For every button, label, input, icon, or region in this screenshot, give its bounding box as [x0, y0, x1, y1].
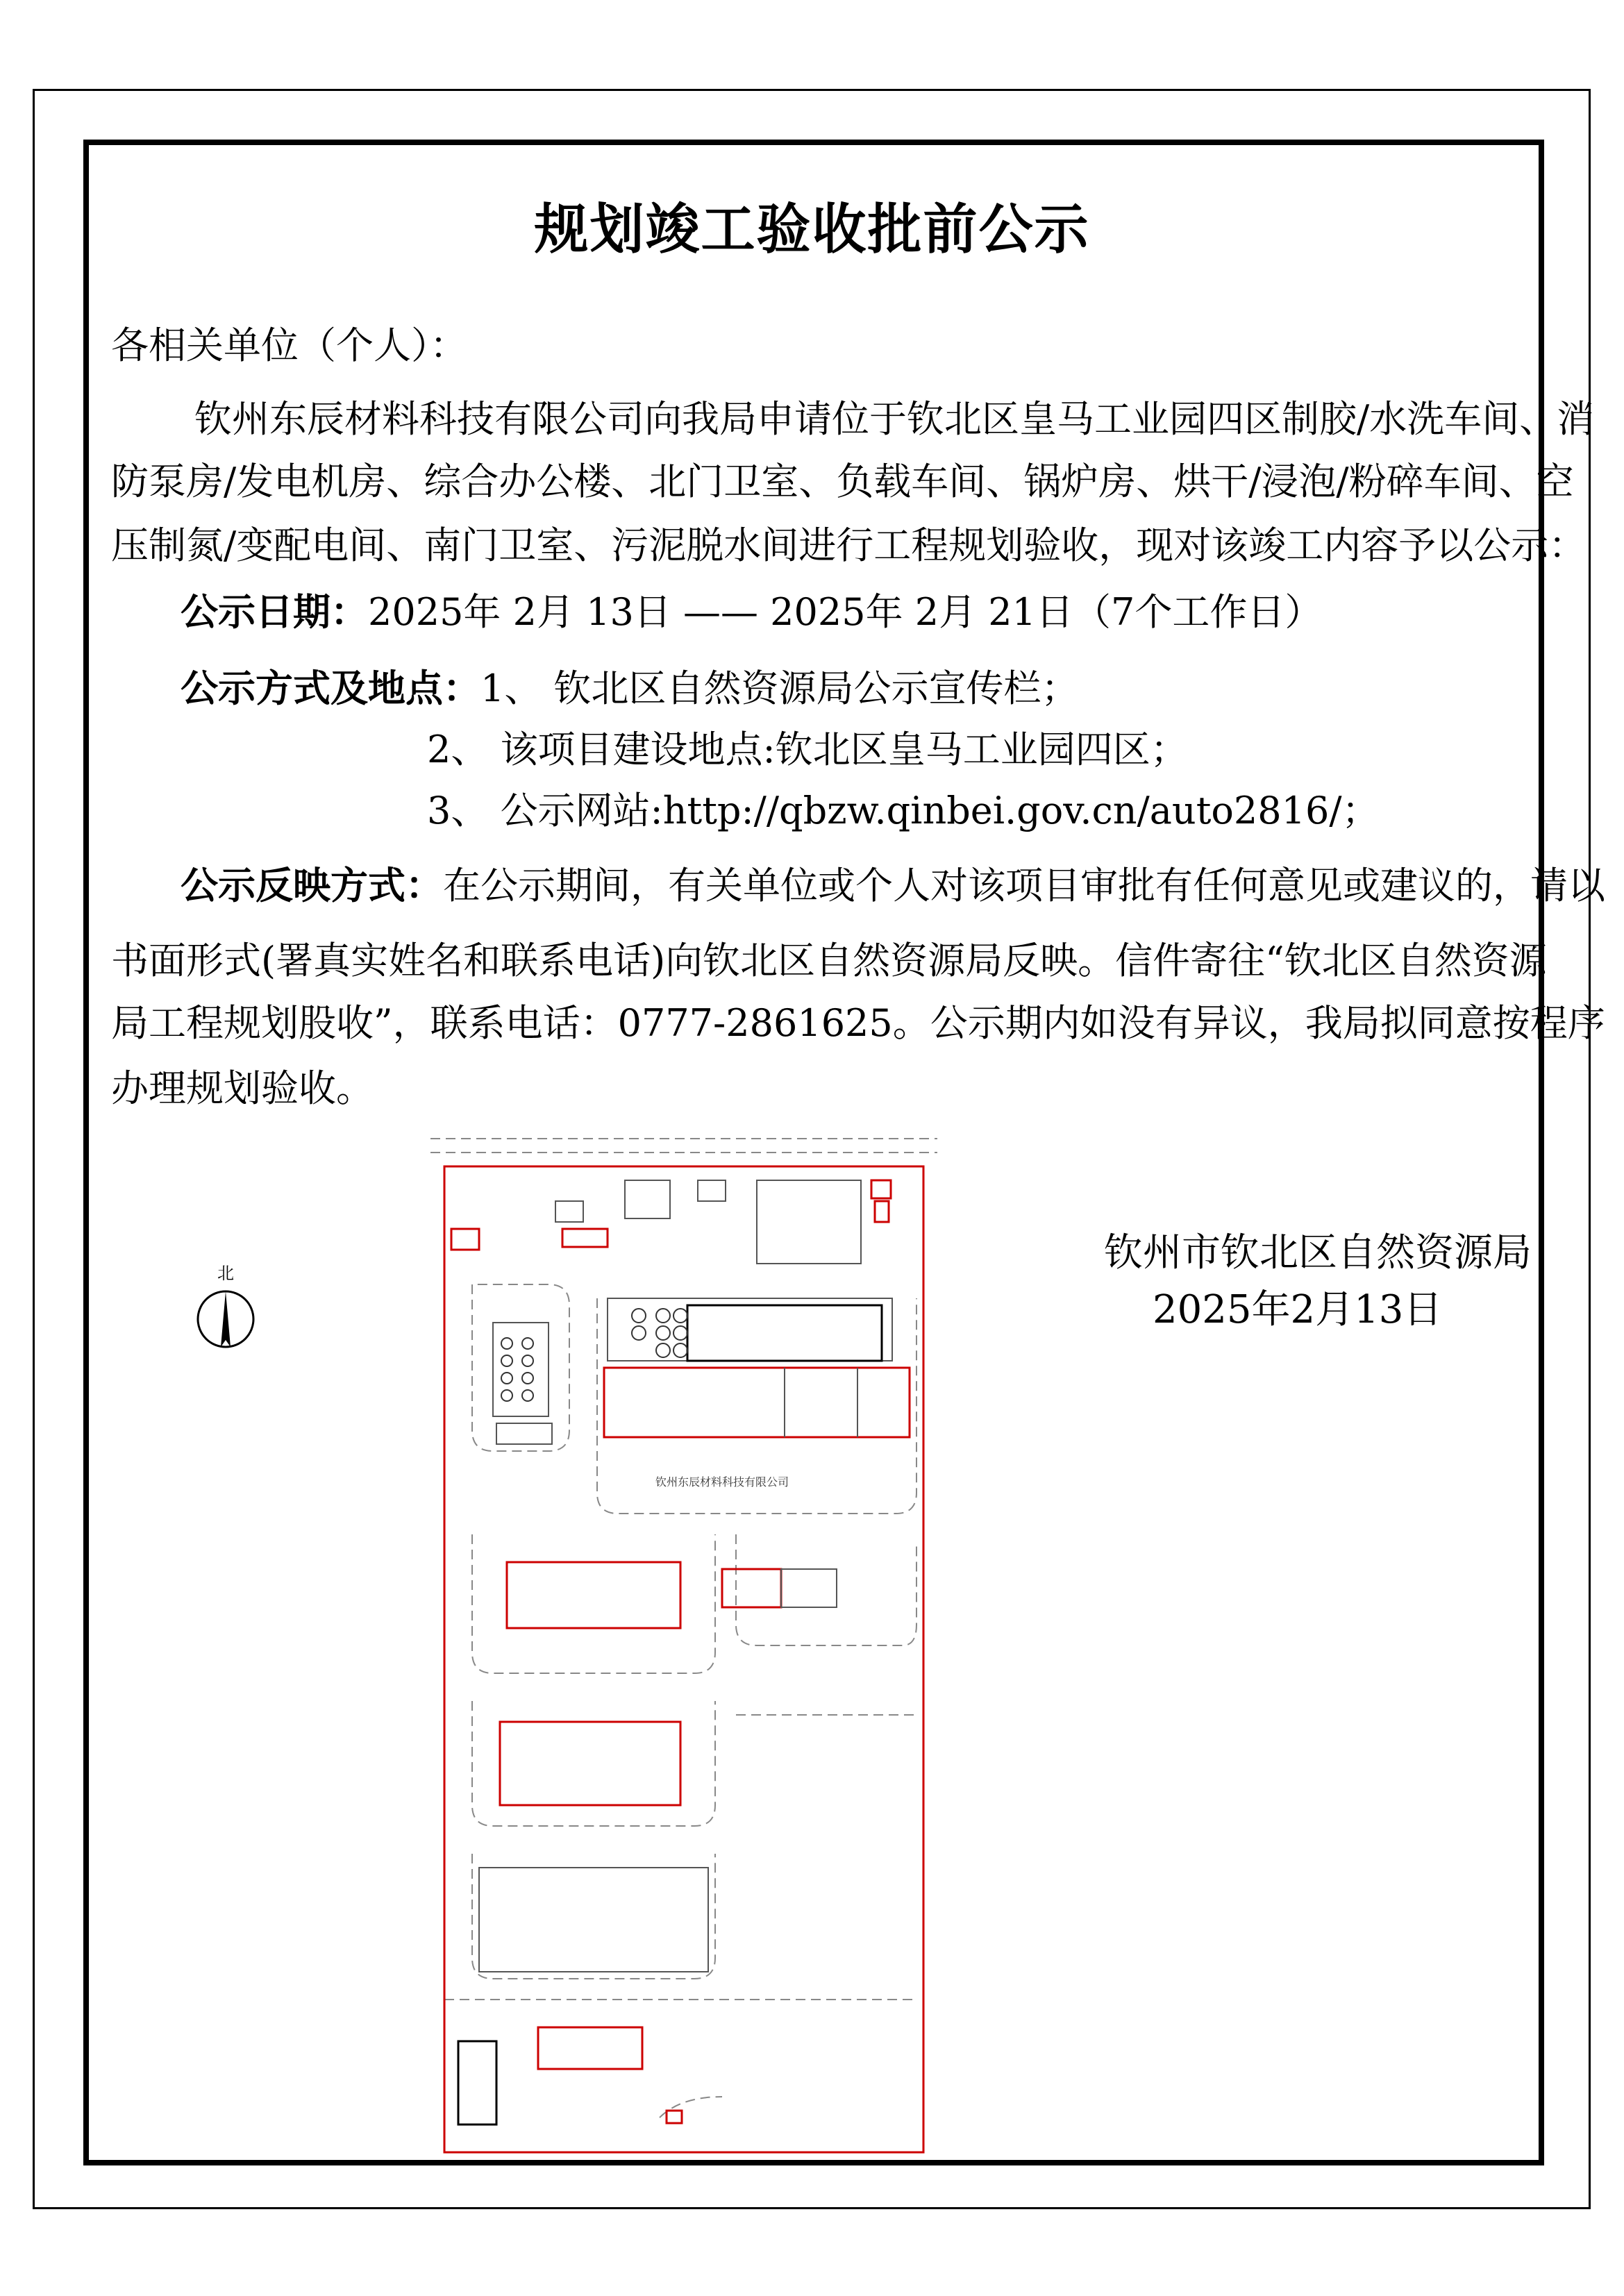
building-south-gate-room [538, 2027, 642, 2069]
building-north-gate-room [562, 1229, 608, 1247]
method-item-1: 1、 钦北区自然资源局公示宣传栏； [480, 667, 1079, 710]
north-compass [187, 1264, 264, 1354]
building-fire-pump-room [451, 1229, 479, 1250]
method-row-1 [181, 655, 1079, 722]
signature-date: 2025年2月13日 [1153, 1287, 1443, 1332]
feedback-line-2: 书面形式(署真实姓名和联系电话)向钦北区自然资源局反映。信件寄往“钦北区自然资源 [111, 939, 1547, 982]
page-title: 规划竣工验收批前公示 [534, 199, 1090, 261]
method-label: 公示方式及地点： [181, 667, 480, 710]
intro-line-1: 钦州东辰材料科技有限公司向我局申请位于钦北区皇马工业园四区制胶/水洗车间、消 [194, 397, 1595, 441]
building-small-room-2 [875, 1201, 889, 1222]
building-glue-wash-workshop [604, 1368, 910, 1437]
company-label: 钦州东辰材料科技有限公司 [655, 1475, 789, 1489]
intro-line-2: 防泵房/发电机房、综合办公楼、北门卫室、负载车间、锅炉房、烘干/浸泡/粉碎车间、空 [111, 460, 1574, 503]
inspected-buildings [451, 1180, 910, 2123]
feedback-line-1: 在公示期间，有关单位或个人对该项目审批有任何意见或建议的，请以 [443, 864, 1605, 907]
feedback-line-3: 局工程规划股收”，联系电话：0777-2861625。公示期内如没有异议，我局拟同意按程序 [111, 1001, 1605, 1045]
building-compressor-room [722, 1569, 781, 1607]
date-row [181, 579, 1322, 646]
signature-org: 钦州市钦北区自然资源局 [1104, 1230, 1532, 1275]
date-value: 2025年 2月 13日 —— 2025年 2月 21日（7个工作日） [368, 590, 1323, 634]
site-plan [430, 1125, 951, 2166]
method-item-2: 2、 该项目建设地点:钦北区皇马工业园四区； [427, 728, 1188, 771]
building-sludge-room [667, 2111, 682, 2123]
feedback-label: 公示反映方式： [181, 864, 443, 907]
building-boiler-room [500, 1722, 680, 1805]
building-office [507, 1562, 680, 1628]
method-item-3: 3、 公示网站:http://qbzw.qinbei.gov.cn/auto2816/； [427, 789, 1380, 832]
other-structures [458, 1180, 892, 2125]
site-boundary [444, 1166, 923, 2152]
compass-needle-icon [221, 1291, 231, 1347]
compass-label: 北 [217, 1264, 234, 1283]
intro-line-3: 压制氮/变配电间、南门卫室、污泥脱水间进行工程规划验收，现对该竣工内容予以公示： [111, 523, 1587, 567]
building-small-room [871, 1180, 891, 1198]
salutation: 各相关单位（个人）： [111, 324, 467, 367]
feedback-row-1 [181, 853, 1605, 919]
feedback-line-4: 办理规划验收。 [111, 1066, 374, 1110]
date-label: 公示日期： [181, 590, 368, 634]
